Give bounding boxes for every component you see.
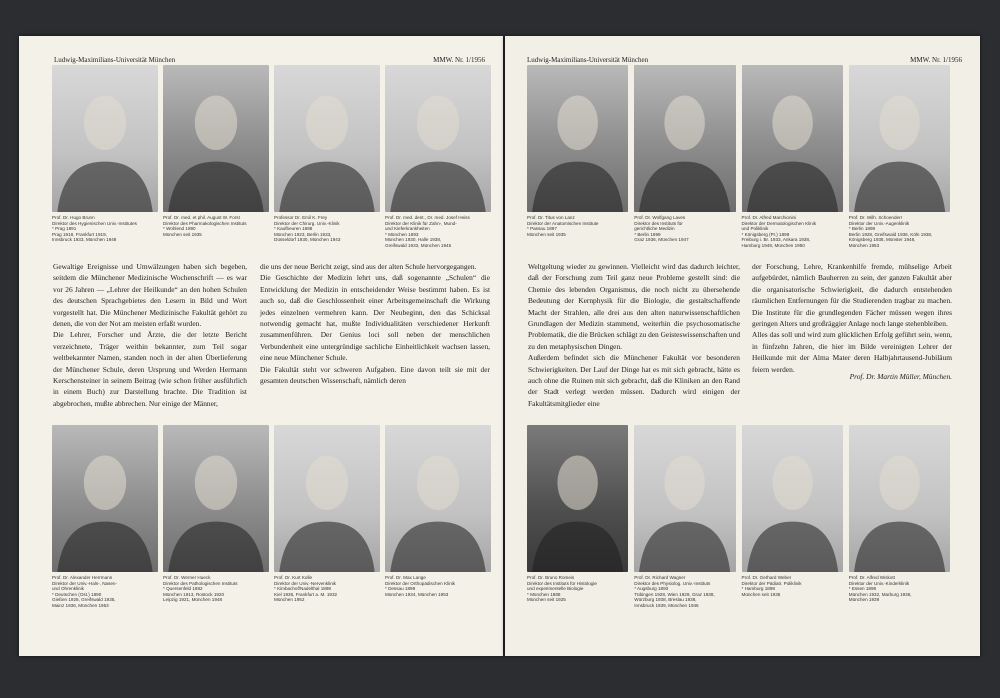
portrait-photo [163,65,269,212]
portrait-photo [274,425,380,572]
portrait-caption: Prof. Dr. Titus von Lanz Direktor der Anatomischen Institute * Passau 1897 München seit 1935 [527,215,599,237]
portrait-photo [527,425,628,572]
portrait-silhouette [385,425,491,572]
portrait-photo [742,65,843,212]
portrait-photo [849,65,950,212]
issue-number-right: MMW. Nr. 1/1956 [910,56,962,64]
portrait-card [163,65,269,249]
portrait-row-top-right [527,65,950,249]
portrait-card [274,425,380,609]
portrait-photo [849,425,950,572]
portrait-card [52,425,158,609]
portrait-photo [163,425,269,572]
portrait-silhouette [742,425,843,572]
running-header-left: Ludwig-Maximilians-Universität München [54,56,176,64]
portrait-row-bottom-left [52,425,491,609]
portrait-silhouette [52,65,158,212]
portrait-silhouette [634,425,735,572]
portrait-card [849,65,950,249]
portrait-photo [742,425,843,572]
portrait-caption: Prof. Dr. Max Lange Direktor der Orthopädischen Klinik * Dessau 1899 München 1934, München 1953 [385,575,455,597]
portrait-card [385,65,491,249]
portrait-photo [634,65,735,212]
portrait-caption: Prof. Dr. Alexander Herrmann Direktor der Univ.-Hals-, Nasen- und Ohrenklinik * Deutschen (Ost.) 1890 Gießen 1928, Greifswald 1935, Mainz 1936, München 1953 [52,575,118,608]
article-column: Weltgeltung wieder zu gewinnen. Vielleicht wird das dadurch leichter, daß der Forschung zum Teil ganz neue Probleme gestellt sind: die Chemie des lebenden Organismus, die noch nicht zu übersehende Bedeutung der Kernphysik für die Biologie, die gestaltschaffende Macht der Strahlen, alle drei aus den alten naturwissenschaftlichen Grundlagen der Medizin stammend, weiterhin die psychosomatische Problematik, die die Brücken schlägt zu den Geisteswissenschaften und zu den metaphysischen Dingen. Außerdem befindet sich die Münchener Fakultät vor besonderen Schwierigkeiten. Der Lauf der Dinge hat es mit sich gebracht, hätte es auch ohne die Ruinen mit sich gebracht, daß die Kliniken an den Rand der Stadt verlegt werden müssen. Dadurch wird einigen der Fakultätsmitglieder eine [528,262,741,408]
portrait-card [274,65,380,249]
portrait-card [527,425,628,609]
portrait-photo [527,65,628,212]
portrait-row-top-left [52,65,491,249]
portrait-card [634,65,735,249]
portrait-card [849,425,950,609]
portrait-photo [385,425,491,572]
article-column: der Forschung, Lehre, Krankenhilfe fremde, mühselige Arbeit aufgebürdet, nämlich Bauherren zu sein, der ganzen Fakultät aber die organisatorische Schwierigkeit, die dadurch entstehenden räumlichen Entfernungen für die Studierenden tragbar zu machen. Die Institute für die grundlegenden Fächer müssen wegen ihres geringen Alters und großräggier Anlage noch lange stehenbleiben. Alles das soll und wird zum glücklichen Erfolg geführt sein, wenn, in fünfzehn Jahren, die hier im Bilde vereinigten Lehrer der Heilkunde mit der Alma Mater deren Halbjahrtausend-Jubiläum feiern werden. [752,262,952,374]
portrait-caption: Prof. Dr. Hugo Brunn Direktor des Hygienischen Univ.-Institutes * Prag 1891 Prag 1918, Frankfurt 1919, Innsbruck 1933, München 1948 [52,215,137,243]
right-page [505,36,980,656]
portrait-photo [52,65,158,212]
portrait-card [385,425,491,609]
portrait-caption: Prof. Dr. med. et phil. August W. Forst Direktor des Pharmakologischen Instituts * Wohlend 1890 München seit 1935 [163,215,247,237]
portrait-silhouette [163,425,269,572]
portrait-caption: Prof. Dr. Gerhard Weber Direktor der Pädiatr. Poliklinik * Hamburg 1898 München seit 1935 [741,575,802,597]
portrait-row-bottom-right [527,425,950,609]
portrait-card [634,425,735,609]
portrait-silhouette [527,425,628,572]
portrait-card [527,65,628,249]
portrait-card [742,65,843,249]
portrait-silhouette [274,425,380,572]
portrait-photo [634,425,735,572]
left-page [19,36,503,656]
author-signature: Prof. Dr. Martin Müller, München. [849,372,952,381]
portrait-card [742,425,843,609]
portrait-caption: Professor Dr. Emil K. Frey Direktor der Chirurg. Univ.-Klinik * Kaufbeuren 1888 München 1923, Berlin 1933, Düsseldorf 1930, München 1943 [274,215,341,243]
portrait-silhouette [52,425,158,572]
portrait-card [52,65,158,249]
portrait-caption: Prof. Dr. Bruno Romeis Direktor des Instituts für Histologie und experimentelle Biologie * München 1888 München seit 1925 [527,575,597,603]
portrait-photo [274,65,380,212]
portrait-silhouette [274,65,380,212]
portrait-caption: Prof. Dr. Wilh. Schoenderr Direktor der Univ.-Augenklinik * Berlin 1899 Berlin 1928, Greifswald 1936, Köln 1938, Königsberg 1938, Münster 1948, München 1953 [848,215,933,248]
portrait-caption: Prof. Dr. Werner Hueck Direktor des Pathologischen Instituts * Quersenfeld 1882 München 1913, Rostock 1920 Leipzig 1921, München 1948 [163,575,238,603]
portrait-caption: Prof. Dr. Kurt Kolle Direktor der Univ.-Nervenklinik * Kimbachof/Nadelthal 1898 Kiel 1936, Frankfurt a. M. 1932 München 1952 [274,575,338,603]
portrait-caption: Prof. Dr. Richard Wagner Direktor des Physiolog. Univ.-Instituts * Augsburg 1893 Tübingen 1928, Wien 1929, Graz 1938, Würzburg 1938, Breslau 1938, Innsbruck 1939, München 1946 [634,575,715,608]
portrait-silhouette [527,65,628,212]
issue-number-left: MMW. Nr. 1/1956 [433,56,485,64]
running-header-right: Ludwig-Maximilians-Universität München [527,56,649,64]
portrait-caption: Prof. Dr. Alfred Marchionini Direktor der Dermatologischen Klinik und Poliklinik * Königsberg (Pr.) 1899 Freiburg i. Br. 1933, Ankara 1938, Hamburg 1948, München 1950 [741,215,817,248]
article-column: Gewaltige Ereignisse und Umwälzungen haben sich begeben, seitdem die Münchener Medizinische Wochenschrift — es war vor 26 Jahren — „Lehrer der Heilkunde“ an den hohen Schulen des deutschen Sprachgebietes den Lesern in Bild und Wort vorgestellt hat. Die Münchener Medizinische Fakultät gehört zu denen, die von der Not am meisten erfaßt wurden. Die Lehrer, Forscher und Ärzte, die der letzte Bericht verzeichnete, Träger weithin bekannter, zum Teil sogar weltbekannter Namen, standen noch in der alten Überlieferung der Münchener Schule, deren Ursprung und Werden Hermann Kerschensteiner in seinem Beitrag (wie schon früher ausführlich in einem Buch) zur Darstellung brachte. Die Tradition ist abgebrochen, mußte abbrechen. Nur einige der Männer, [53,262,247,408]
portrait-silhouette [163,65,269,212]
portrait-caption: Prof. Dr. med. dent., Dr. med. Josef Heiss Direktor der Klinik für Zahn-, Mund- und Kieferkrankheiten * München 1893 München 1930, Halle 1938, Greifswald 1933, München 1945 [385,215,470,248]
portrait-card [163,425,269,609]
portrait-silhouette [849,425,950,572]
portrait-silhouette [385,65,491,212]
portrait-caption: Prof. Dr. Wolfgang Laves Direktor des Instituts für gerichtliche Medizin * Berlin 1899 Graz 1936, München 1947 [634,215,689,243]
portrait-silhouette [742,65,843,212]
article-column: die uns der neue Bericht zeigt, sind aus der alten Schule hervorgegangen. Die Geschichte der Medizin lehrt uns, daß sogenannte „Schulen“ die Entwicklung der Medizin in entscheidender Weise bestimmt haben. Es ist auch so, daß die Geschlossenheit einer Arbeitsgemeinschaft die Wirkung jedes einzelnen vermehren kann. Der Neubeginn, den das Schicksal notwendig gemacht hat, mußte Individualitäten verschiedener Herkunft zusammenführen. Der Genius loci soll neben der menschlichen Verbundenheit eine untergründige sachliche Einheitlichkeit wachsen lassen, eine neue Münchener Schule. Die Fakultät steht vor schweren Aufgaben. Eine davon teilt sie mit der gesamten deutschen Wissenschaft, nämlich deren [260,262,490,386]
portrait-photo [52,425,158,572]
portrait-silhouette [634,65,735,212]
portrait-caption: Prof. Dr. Alfred Wiskott Direktor der Univ.-Kinderklinik * Essen 1898 München 1932, Marburg 1936, München 1939 [848,575,912,603]
portrait-silhouette [849,65,950,212]
portrait-photo [385,65,491,212]
